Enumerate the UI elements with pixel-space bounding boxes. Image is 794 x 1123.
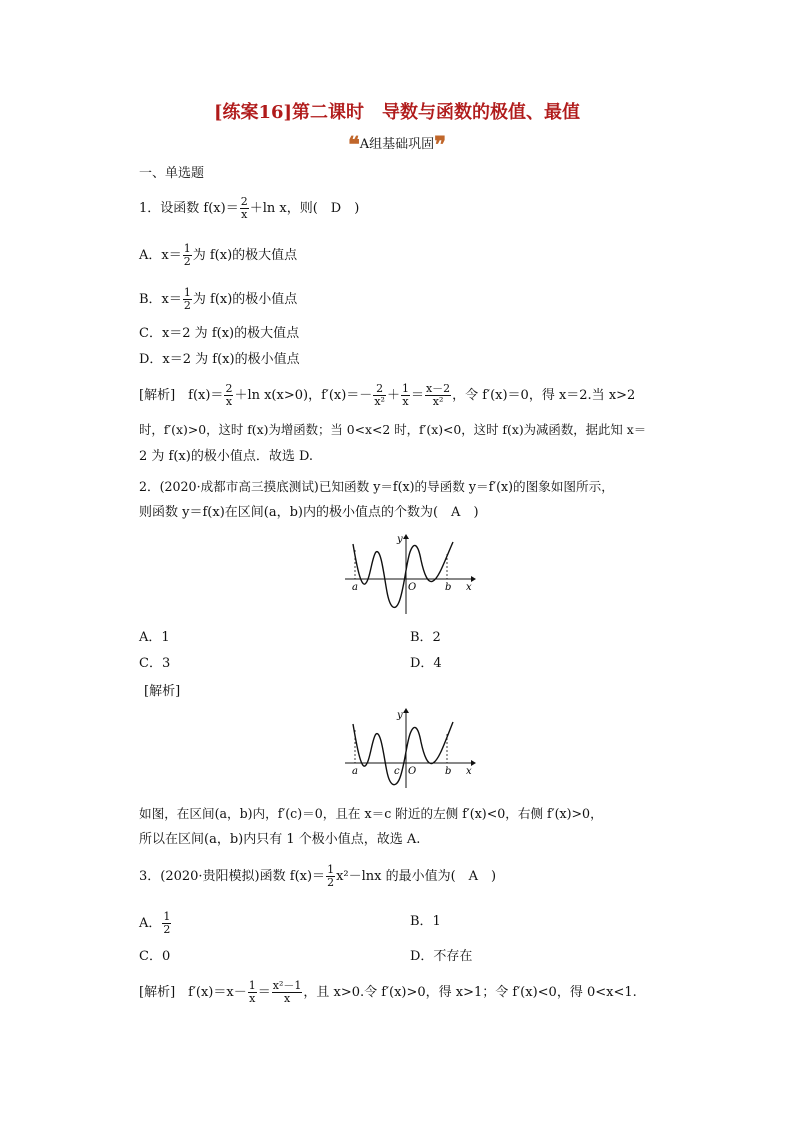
numerator: x²－1 — [272, 979, 302, 992]
denominator: x — [225, 395, 233, 408]
label-y: y — [397, 534, 403, 545]
fraction — [272, 980, 303, 1005]
q3-option-c: C．0 — [139, 949, 171, 964]
q1-option-d: D．x＝2 为 f(x)的极小值点 — [139, 352, 300, 367]
y-axis-arrow-icon — [403, 534, 409, 539]
denominator: x — [249, 992, 256, 1005]
q1-stem — [139, 196, 359, 221]
label-x: x — [466, 582, 472, 593]
solution-text: ，令 f′(x)＝0，得 x＝2.当 x>2 — [452, 388, 636, 403]
fraction — [240, 196, 249, 221]
label-c: c — [394, 766, 400, 777]
numerator: 2 — [240, 195, 248, 208]
q3-option-d: D．不存在 — [410, 949, 473, 964]
denominator: 2 — [183, 255, 191, 268]
label-b: b — [445, 766, 452, 777]
right-quote-icon: ❞ — [434, 132, 447, 158]
derivative-curve — [353, 542, 453, 607]
label-origin: O — [408, 582, 417, 593]
fraction — [224, 383, 233, 408]
solution-text: [解析] f′(x)＝x－ — [139, 985, 247, 1000]
denominator: 2 — [327, 876, 335, 889]
q1-option-c: C．x＝2 为 f(x)的极大值点 — [139, 326, 300, 341]
x-axis-arrow-icon — [471, 576, 476, 582]
q3-stem-text: 3．(2020·贵阳模拟)函数 f(x)＝ — [139, 869, 326, 884]
left-quote-icon: ❝ — [347, 132, 360, 158]
numerator: 1 — [248, 979, 256, 992]
denominator: x — [283, 992, 291, 1005]
solution-text: ＝ — [410, 388, 424, 403]
fraction — [248, 980, 257, 1005]
solution-text: ＝ — [257, 985, 271, 1000]
solution-text: ，且 x>0.令 f′(x)>0，得 x>1；令 f′(x)<0，得 0<x<1. — [303, 985, 637, 1000]
solution-graph — [343, 706, 478, 791]
q3-stem-tail: x²－lnx 的最小值为( A ) — [336, 869, 497, 884]
q1-stem-fx: f(x)＝ — [203, 201, 239, 216]
q2-stem-line2: 则函数 y＝f(x)在区间(a，b)内的极小值点的个数为( A ) — [139, 505, 479, 520]
label-a: a — [352, 766, 358, 777]
label-x: x — [466, 766, 472, 777]
solution-text: ＋ — [386, 388, 400, 403]
numerator: 1 — [183, 242, 191, 255]
q1-option-a — [139, 243, 297, 268]
q3-option-a — [139, 911, 172, 936]
q1-solution-line2: 时，f′(x)>0，这时 f(x)为增函数；当 0<x<2 时，f′(x)<0，这时 f(x)为减函数，据此知 x＝ — [139, 422, 647, 437]
fraction — [373, 383, 386, 408]
section-heading: 一、单选题 — [139, 166, 205, 181]
fraction — [425, 383, 451, 408]
q1-solution-line3: 2 为 f(x)的极小值点．故选 D. — [139, 449, 314, 464]
q3-solution — [139, 980, 637, 1005]
numerator: 1 — [163, 910, 171, 923]
solution-text: ＋ln x(x>0)，f′(x)＝－ — [234, 388, 373, 403]
label-y: y — [397, 710, 403, 721]
q1-stem-text: 1．设函数 — [139, 201, 204, 216]
label-a: a — [352, 582, 358, 593]
q3-option-b: B．1 — [410, 914, 441, 929]
derivative-graph — [343, 532, 478, 617]
section-ribbon — [0, 132, 794, 158]
label-origin: O — [408, 766, 417, 777]
numerator: 1 — [327, 863, 335, 876]
q2-stem-line1: 2．(2020·成都市高三摸底测试)已知函数 y＝f(x)的导函数 y＝f′(x)的图象如图所示， — [139, 479, 614, 494]
q1-solution-line1 — [139, 383, 635, 408]
numerator: 2 — [373, 383, 386, 396]
option-text: 为 f(x)的极大值点 — [192, 248, 298, 263]
fraction — [183, 287, 192, 312]
fraction — [401, 383, 410, 408]
denominator: x² — [374, 395, 385, 408]
denominator: x — [402, 395, 409, 408]
solution-text: [解析] f(x)＝ — [139, 388, 224, 403]
numerator: 2 — [225, 382, 233, 395]
q2-solution-label: [解析] — [144, 684, 181, 699]
ribbon-label: A组基础巩固 — [359, 137, 435, 152]
y-axis-arrow-icon — [403, 708, 409, 713]
q2-solution-line2: 所以在区间(a，b)内只有 1 个极小值点，故选 A. — [139, 832, 421, 847]
q2-solution-line1: 如图，在区间(a，b)内，f′(c)＝0，且在 x＝c 附近的左侧 f′(x)<0，右侧 f′(x)>0， — [139, 806, 603, 821]
x-axis-arrow-icon — [471, 760, 476, 766]
option-prefix: A．x＝ — [139, 248, 182, 263]
denominator: x² — [432, 395, 444, 408]
q2-option-c: C．3 — [139, 656, 171, 671]
denominator: 2 — [183, 299, 191, 312]
q1-option-b — [139, 287, 297, 312]
q3-stem — [139, 864, 496, 889]
q1-stem-tail: ＋ln x，则( D ) — [249, 201, 360, 216]
option-prefix: A． — [139, 916, 162, 931]
fraction — [326, 864, 335, 889]
fraction — [183, 243, 192, 268]
numerator: 1 — [401, 382, 409, 395]
denominator: 2 — [163, 923, 171, 936]
page-title: [练案16]第二课时 导数与函数的极值、最值 — [213, 102, 581, 123]
q2-option-d: D．4 — [410, 656, 442, 671]
denominator: x — [241, 208, 248, 221]
q2-option-a: A．1 — [139, 630, 170, 645]
option-text: 为 f(x)的极小值点 — [192, 292, 298, 307]
numerator: x－2 — [425, 382, 451, 395]
derivative-curve — [353, 722, 453, 785]
option-prefix: B．x＝ — [139, 292, 182, 307]
numerator: 1 — [183, 286, 191, 299]
fraction — [162, 911, 171, 936]
label-b: b — [445, 582, 452, 593]
q2-option-b: B．2 — [410, 630, 441, 645]
